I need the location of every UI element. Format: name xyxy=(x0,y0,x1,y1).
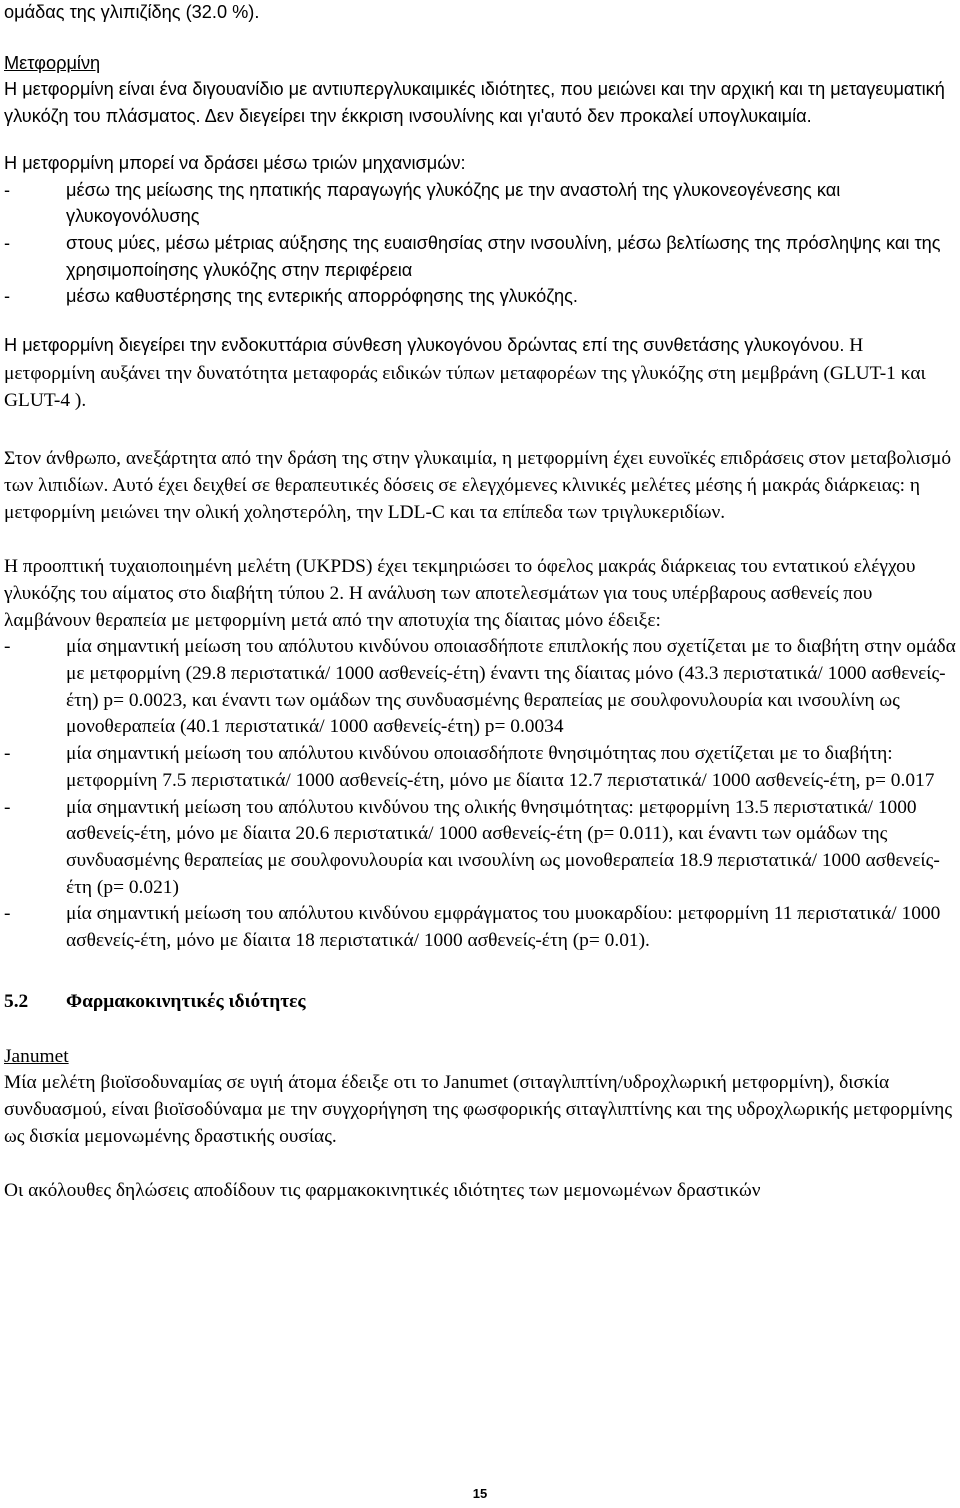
metformin-intro: Η μετφορμίνη είναι ένα διγουανίδιο με αντιυπεργλυκαιμικές ιδιότητες, που μειώνει και την αρχική και τη μεταγευματική γλυκόζη του πλάσματος. Δεν διεγείρει την έκκριση ινσουλίνης και γι'αυτό δεν προκαλεί υπογλυκαιμία. xyxy=(4,79,945,127)
closing-line: Οι ακόλουθες δηλώσεις αποδίδουν τις φαρμακοκινητικές ιδιότητες των μεμονωμένων δραστικών xyxy=(4,1180,761,1202)
mechanism-text: στους μύες, μέσω μέτριας αύξησης της ευαισθησίας στην ινσουλίνη, μέσω βελτίωσης της πρόσληψης και της χρησιμοποίησης γλυκόζης στην περιφέρεια xyxy=(66,232,941,280)
ukpds-item-text: μία σημαντική μείωση του απόλυτου κινδύνου εμφράγματος του μυοκαρδίου: μετφορμίνη 11 περιστατικά/ 1000 ασθενείς-έτη, μόνο με δίαιτα 18 περιστατικά/ 1000 ασθενείς-έτη (p= 0.01). xyxy=(66,903,941,952)
mechanisms-intro: Η μετφορμίνη μπορεί να δράσει μέσω τριών μηχανισμών: xyxy=(4,152,466,173)
section-title: Φαρμακοκινητικές ιδιότητες xyxy=(66,990,306,1012)
janumet-paragraph: Μία μελέτη βιοϊσοδυναμίας σε υγιή άτομα έδειξε οτι το Janumet (σιταγλιπτίνη/υδροχλωρική μετφορμίνη), δισκία συνδυασμού, είναι βιοϊσοδύναμα με την συγχορήγηση της φωσφορικής σιταγλιπτίνης και της υδροχλωρικής μετφορμίνης ως δισκία μεμονωμένης δραστικής ουσίας. xyxy=(4,1072,952,1147)
spacer xyxy=(4,955,956,989)
lipid-paragraph: Στον άνθρωπο, ανεξάρτητα από την δράση της στην γλυκαιμία, η μετφορμίνη έχει ευνοϊκές επιδράσεις στον μεταβολισμό των λιπιδίων. Αυτό έχει δειχθεί σε θεραπευτικές δόσεις σε ελεγχόμενες κλινικές μελέτες μέσης ή μακράς διάρκειας: η μετφορμίνη μειώνει την ολική χοληστερόλη, την LDL-C και τα επίπεδα των τριγλυκεριδίων. xyxy=(4,448,952,523)
bullet-dash: - xyxy=(4,636,11,658)
glycogen-paragraph xyxy=(4,332,956,416)
spacer xyxy=(4,1150,956,1178)
bullet-dash: - xyxy=(4,903,11,925)
spacer xyxy=(4,26,956,50)
ukpds-item xyxy=(4,634,956,741)
spacer xyxy=(4,416,956,446)
glycogen-text-b: Η μετφορμίνη αυξάνει την δυνατότητα μεταφοράς ειδικών τύπων μεταφορέων της γλυκόζης στη μεμβράνη (GLUT-1 και GLUT-4 ). xyxy=(4,335,926,412)
spacer xyxy=(4,130,956,150)
section-heading xyxy=(4,989,956,1016)
ukpds-item-text: μία σημαντική μείωση του απόλυτου κινδύνου οποιασδήποτε επιπλοκής που σχετίζεται με το διαβήτη στην ομάδα με μετφορμίνη (29.8 περιστατικά/ 1000 ασθενείς-έτη) έναντι της δίαιτας μόνο (43.3 περιστατικά/ 1000 ασθενείς-έτη) p= 0.0023, και έναντι των ομάδων της συνδυασμένης θεραπείας με σουλφονυλουρία και ινσουλίνη ως μονοθεραπεία (40.1 περιστατικά/ 1000 ασθενείς-έτη) p= 0.0034 xyxy=(66,636,956,738)
bullet-dash: - xyxy=(4,179,11,200)
spacer xyxy=(4,526,956,554)
metformin-heading: Μετφορμίνη xyxy=(4,52,101,73)
ukpds-item xyxy=(4,901,956,954)
ukpds-paragraph: Η προοπτική τυχαιοποιημένη μελέτη (UKPDS) έχει τεκμηριώσει το όφελος μακράς διάρκειας του εντατικού ελέγχου γλυκόζης του αίματος στο διαβήτη τύπου 2. Η ανάλυση των αποτελεσμάτων για τους υπέρβαρους ασθενείς που λαμβάνουν θεραπεία με μετφορμίνη μετά από την αποτυχία της δίαιτας μόνο έδειξε: xyxy=(4,556,916,631)
spacer xyxy=(4,1016,956,1044)
mechanism-item xyxy=(4,283,956,310)
top-line: ομάδας της γλιπιζίδης (32.0 %). xyxy=(4,2,260,22)
mechanism-item xyxy=(4,177,956,230)
janumet-heading: Janumet xyxy=(4,1045,69,1067)
mechanism-text: μέσω της μείωσης της ηπατικής παραγωγής γλυκόζης με την αναστολή της γλυκονεογένεσης και γλυκογονόλυσης xyxy=(66,179,841,227)
mechanism-text: μέσω καθυστέρησης της εντερικής απορρόφησης της γλυκόζης. xyxy=(66,286,578,307)
bullet-dash: - xyxy=(4,796,11,818)
ukpds-item xyxy=(4,795,956,902)
document-page xyxy=(4,0,956,1205)
ukpds-item xyxy=(4,741,956,794)
ukpds-item-text: μία σημαντική μείωση του απόλυτου κινδύνου της ολικής θνησιμότητας: μετφορμίνη 13.5 περιστατικά/ 1000 ασθενείς-έτη, μόνο με δίαιτα 20.6 περιστατικά/ 1000 ασθενείς-έτη (p= 0.011), και έναντι των ομάδων της συνδυασμένης θεραπείας με σουλφονυλουρία και ινσουλίνη ως μονοθεραπεία 18.9 περιστατικά/ 1000 ασθενείς-έτη (p= 0.021) xyxy=(66,796,940,898)
section-number: 5.2 xyxy=(4,990,29,1012)
glycogen-text-a: Η μετφορμίνη διεγείρει την ενδοκυττάρια σύνθεση γλυκογόνου δρώντας επί της συνθετάσης γλυκογόνου. xyxy=(4,335,845,356)
bullet-dash: - xyxy=(4,743,11,765)
bullet-dash: - xyxy=(4,232,11,253)
page-number: 15 xyxy=(472,1486,488,1501)
bullet-dash: - xyxy=(4,286,11,307)
mechanism-item xyxy=(4,230,956,283)
ukpds-item-text: μία σημαντική μείωση του απόλυτου κινδύνου οποιασδήποτε θνησιμότητας που σχετίζεται με το διαβήτη: μετφορμίνη 7.5 περιστατικά/ 1000 ασθενείς-έτη, μόνο με δίαιτα 12.7 περιστατικά/ 1000 ασθενείς-έτη, p= 0.017 xyxy=(66,743,935,791)
spacer xyxy=(4,310,956,332)
